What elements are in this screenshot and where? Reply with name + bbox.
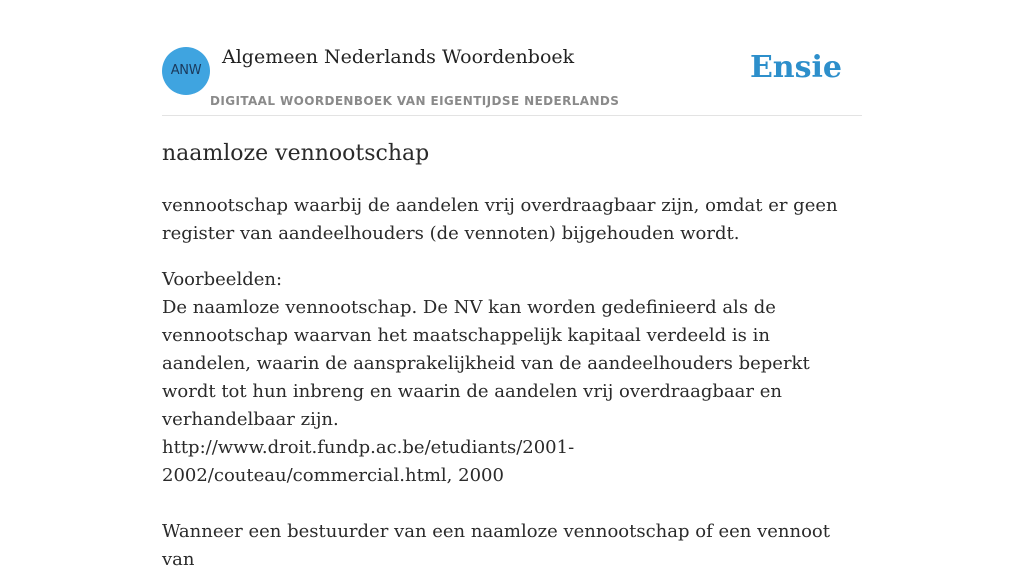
example-text: De naamloze vennootschap. De NV kan worden gedefinieerd als de vennootschap waarvan het maatschappelijk kapitaal verdeeld is in aandelen, waarin de aansprakelijkheid van de aandeelhouders beperkt wordt tot hun inbreng en waarin de aandelen vrij overdraagbaar en verhandelbaar zijn.	[162, 297, 810, 430]
site-header	[162, 0, 862, 116]
headword: naamloze vennootschap	[162, 141, 430, 166]
example-source: http://www.droit.fundp.ac.be/etudiants/2001-2002/couteau/commercial.html, 2000	[162, 437, 575, 486]
example-text: Wanneer een bestuurder van een naamloze vennootschap of een vennoot van	[162, 521, 831, 570]
dictionary-subtitle: DIGITAAL WOORDENBOEK VAN EIGENTIJDSE NEDERLANDS	[210, 94, 620, 108]
anw-logo[interactable]: ANW	[162, 47, 210, 95]
ensie-logo[interactable]: Ensie	[749, 50, 842, 85]
dictionary-title[interactable]: Algemeen Nederlands Woordenboek	[222, 46, 575, 68]
examples-label: Voorbeelden:	[162, 269, 283, 290]
entry-content	[162, 138, 864, 574]
definition: vennootschap waarbij de aandelen vrij overdraagbaar zijn, omdat er geen register van aandeelhouders (de vennoten) bijgehouden wordt.	[162, 195, 838, 244]
